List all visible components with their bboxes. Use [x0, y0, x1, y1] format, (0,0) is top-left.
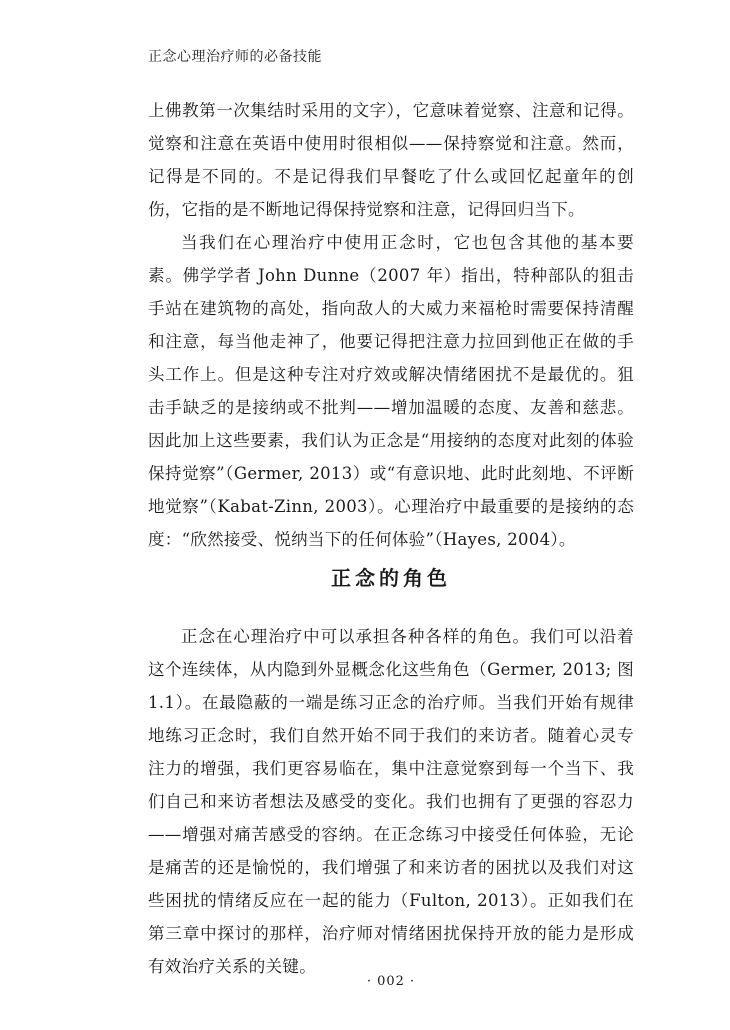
page-number: · 002 ·: [366, 974, 416, 989]
paragraph-mindfulness-elements: 当我们在心理治疗中使用正念时，它也包含其他的基本要素。佛学学者 John Dunne（2007 年）指出，特种部队的狙击手站在建筑物的高处，指向敌人的大威力来福枪时需要保持清醒和注意，每当他走神了，他要记得把注意力拉回到他正在做的手头工作上。但是这种专注对疗效或解决情绪困扰不是最优的。狙击手缺乏的是接纳或不批判——增加温暖的态度、友善和慈悲。因此加上这些要素，我们认为正念是“用接纳的态度对此刻的体验保持觉察”（Germer, 2013）或“有意识地、此时此刻地、不评断地觉察”（Kabat-Zinn, 2003）。心理治疗中最重要的是接纳的态度：“欣然接受、悦纳当下的任何体验”（Hayes, 2004）。: [148, 233, 634, 549]
body-text-top: [148, 94, 634, 556]
running-head: 正念心理治疗师的必备技能: [148, 49, 322, 65]
section-heading: 正念的角色: [331, 566, 451, 590]
body-text-bottom: [148, 620, 634, 983]
paragraph-roles: 正念在心理治疗中可以承担各种各样的角色。我们可以沿着这个连续体，从内隐到外显概念化这些角色（Germer, 2013; 图 1.1）。在最隐蔽的一端是练习正念的治疗师。当我们开始有规律地练习正念时，我们自然开始不同于我们的来访者。随着心灵专注力的增强，我们更容易临在，集中注意觉察到每一个当下、我们自己和来访者想法及感受的变化。我们也拥有了更强的容忍力——增强对痛苦感受的容纳。在正念练习中接受任何体验，无论是痛苦的还是愉悦的，我们增强了和来访者的困扰以及我们对这些困扰的情绪反应在一起的能力（Fulton, 2013）。正如我们在第三章中探讨的那样，治疗师对情绪困扰保持开放的能力是形成有效治疗关系的关键。: [148, 627, 634, 976]
paragraph-continued: 上佛教第一次集结时采用的文字），它意味着觉察、注意和记得。觉察和注意在英语中使用时很相似——保持察觉和注意。然而，记得是不同的。不是记得我们早餐吃了什么或回忆起童年的创伤，它指的是不断地记得保持觉察和注意，记得回归当下。: [148, 101, 634, 219]
